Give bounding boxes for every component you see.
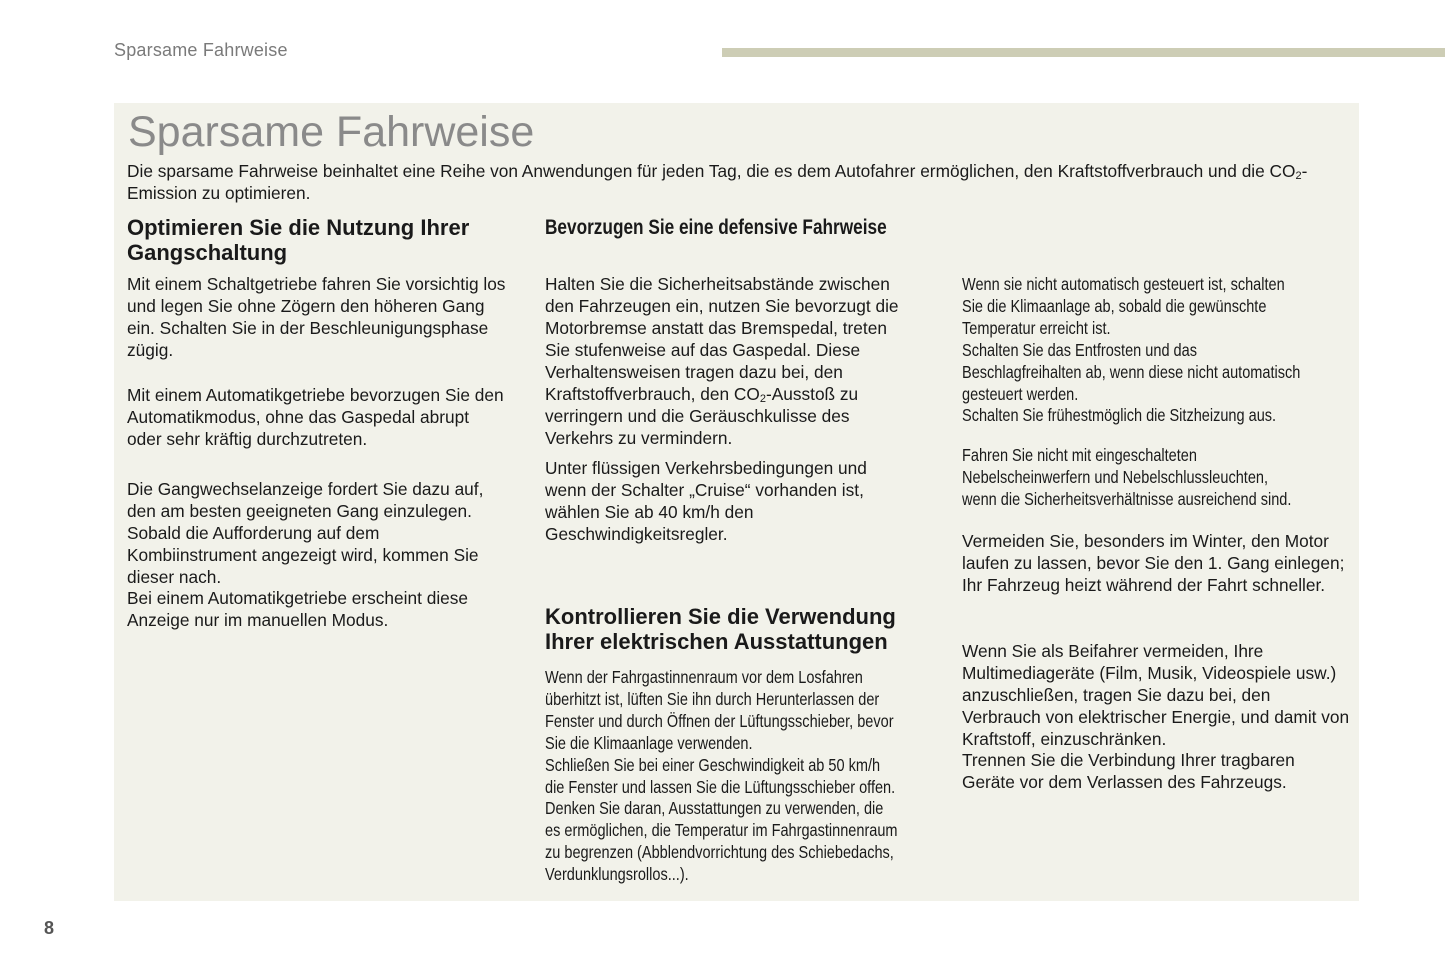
- text-line: Fahren Sie nicht mit eingeschalteten: [962, 445, 1197, 465]
- electrical-equipment-heading: Kontrollieren Sie die Verwendung Ihrer elektrischen Ausstattungen: [545, 604, 896, 654]
- intro-paragraph: [127, 160, 1327, 204]
- intro-text-before: Die sparsame Fahrweise beinhaltet eine Reihe von Anwendungen für jeden Tag, die es dem Autofahrer ermöglichen, den Kraftstoffverbrauch und die CO: [127, 161, 1296, 181]
- defensive-driving-paragraph: [545, 273, 915, 449]
- text-line: Verdunklungsrollos...).: [545, 864, 689, 885]
- gear-automatic-paragraph: Mit einem Automatikgetriebe bevorzugen Sie den Automatikmodus, ohne das Gaspedal abrupt oder sehr kräftig durchzutreten.: [127, 385, 504, 449]
- gear-manual-paragraph: Mit einem Schaltgetriebe fahren Sie vorsichtig los und legen Sie ohne Zögern den höheren Gang ein. Schalten Sie in der Beschleunigungsphase zügig.: [127, 274, 506, 360]
- intro-text-after: -Emission zu optimieren.: [127, 161, 1308, 203]
- electrical-equipment-section: [545, 604, 935, 654]
- header-accent-bar: [722, 48, 1445, 57]
- text-line: Schalten Sie das Entfrosten und das: [962, 339, 1197, 360]
- gear-indicator-auto-paragraph: Bei einem Automatikgetriebe erscheint diese Anzeige nur im manuellen Modus.: [127, 588, 469, 630]
- gear-indicator-paragraph: Die Gangwechselanzeige fordert Sie dazu auf, den am besten geeigneten Gang einzulegen. Sobald die Aufforderung auf dem Kombiinstrument angezeigt wird, kommen Sie dieser nach.: [127, 479, 484, 587]
- text-line: Beschlagfreihalten ab, wenn diese nicht automatisch: [962, 361, 1301, 382]
- fog-lights-text: [962, 445, 1359, 511]
- text-line: Wenn sie nicht automatisch gesteuert ist, schalten: [962, 274, 1285, 294]
- electrical-equipment-text: [545, 667, 970, 886]
- text-line: Temperatur erreicht ist.: [962, 317, 1111, 338]
- section-header-title: Sparsame Fahrweise: [114, 40, 288, 60]
- column-gear-usage: [127, 215, 522, 265]
- text-line: Fenster und durch Öffnen der Lüftungsschieber, bevor: [545, 710, 894, 731]
- text-line: wenn die Sicherheitsverhältnisse ausreichend sind.: [962, 488, 1292, 509]
- text-line: es ermöglichen, die Temperatur im Fahrgastinnenraum: [545, 820, 898, 841]
- text-line: Schalten Sie frühestmöglich die Sitzheizung aus.: [962, 405, 1277, 426]
- portable-devices-paragraph: Trennen Sie die Verbindung Ihrer tragbaren Geräte vor dem Verlassen des Fahrzeugs.: [962, 750, 1295, 792]
- text-line: Wenn der Fahrgastinnenraum vor dem Losfahren: [545, 667, 863, 687]
- text-line: Denken Sie daran, Ausstattungen zu verwenden, die: [545, 798, 884, 819]
- defensive-subscript: 2: [759, 393, 766, 405]
- column-defensive-driving: [545, 215, 962, 240]
- gear-usage-heading: Optimieren Sie die Nutzung Ihrer Gangschaltung: [127, 215, 470, 265]
- multimedia-paragraph: Wenn Sie als Beifahrer vermeiden, Ihre Multimediageräte (Film, Musik, Videospiele usw.) anzuschließen, tragen Sie dazu bei, den Verbrauch von elektrischer Energie, und damit von Kraftstoff, einzuschränken.: [962, 641, 1350, 749]
- defensive-text-after: -Ausstoß zu verringern und die Geräuschkulisse des Verkehrs zu vermindern.: [545, 384, 859, 448]
- text-line: Sie die Klimaanlage ab, sobald die gewünschte: [962, 295, 1267, 316]
- text-line: Sie die Klimaanlage verwenden.: [545, 732, 753, 753]
- climate-control-text: [962, 274, 1370, 427]
- text-line: überhitzt ist, lüften Sie ihn durch Herunterlassen der: [545, 688, 880, 709]
- text-line: zu begrenzen (Abblendvorrichtung des Schiebedachs,: [545, 842, 894, 863]
- cruise-control-paragraph: Unter flüssigen Verkehrsbedingungen und wenn der Schalter „Cruise“ vorhanden ist, wählen Sie ab 40 km/h den Geschwindigkeitsregler.: [545, 458, 867, 544]
- text-line: gesteuert werden.: [962, 383, 1079, 404]
- text-line: Schließen Sie bei einer Geschwindigkeit ab 50 km/h: [545, 754, 881, 775]
- page-number: 8: [44, 918, 55, 938]
- defensive-driving-heading: Bevorzugen Sie eine defensive Fahrweise: [545, 216, 887, 239]
- text-line: die Fenster und lassen Sie die Lüftungsschieber offen.: [545, 776, 896, 797]
- text-line: Nebelscheinwerfern und Nebelschlussleuchten,: [962, 466, 1269, 487]
- page-title: Sparsame Fahrweise: [128, 108, 535, 156]
- defensive-text-before: Halten Sie die Sicherheitsabstände zwischen den Fahrzeugen ein, nutzen Sie bevorzugt die Motorbremse anstatt das Bremspedal, treten Sie stufenweise auf das Gaspedal. Diese Verhaltensweisen tragen dazu bei, den Kraftstoffverbrauch, den CO: [545, 274, 899, 404]
- engine-idle-paragraph: Vermeiden Sie, besonders im Winter, den Motor laufen zu lassen, bevor Sie den 1. Gang einlegen; Ihr Fahrzeug heizt während der Fahrt schneller.: [962, 531, 1345, 595]
- intro-subscript: 2: [1295, 170, 1302, 182]
